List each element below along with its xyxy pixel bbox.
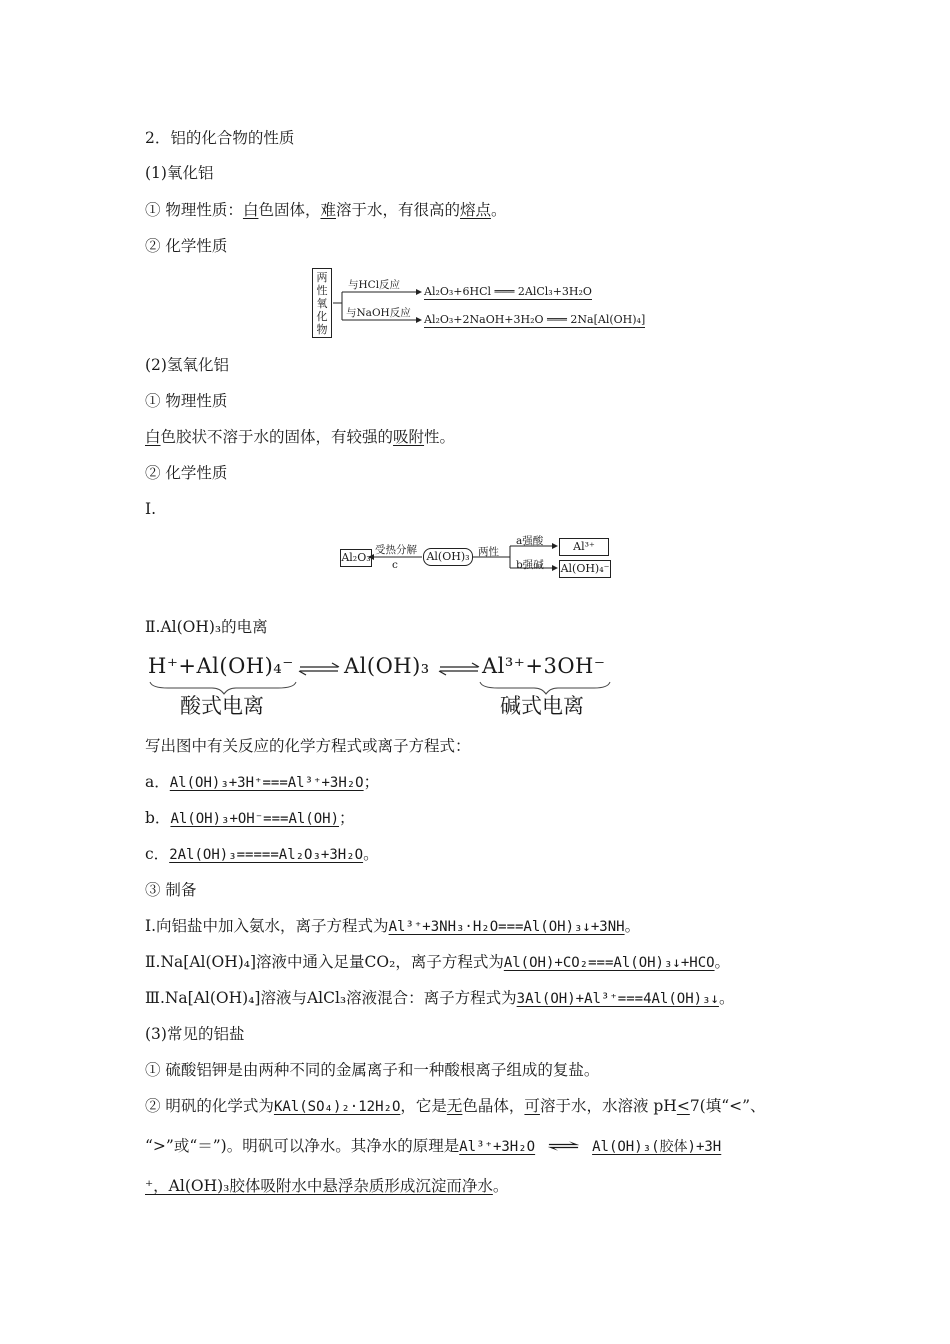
answer-blank: 3Al(OH)+Al³⁺===4Al(OH)₃↓ — [516, 991, 719, 1007]
strong-base-label: b强碱 — [516, 559, 544, 571]
salts-point-2-cont — [145, 1136, 721, 1157]
label: b． — [145, 809, 171, 827]
preparation-1 — [145, 916, 640, 937]
answer-blank: 吸附 — [393, 428, 425, 446]
text: 。 — [363, 845, 379, 863]
base-side-species: Al³⁺+3OH⁻ — [482, 654, 606, 678]
answer-blank: KAl(SO₄)₂·12H₂O — [273, 1099, 401, 1115]
hydroxide-relations-diagram — [338, 533, 618, 581]
answer-blank: 2Al(OH)₃=====Al₂O₃+3H₂O — [169, 847, 364, 863]
hydroxide-physical — [145, 427, 455, 447]
text: 色固体， — [258, 201, 321, 219]
preparation-heading: ③ 制备 — [145, 881, 197, 899]
text: 。 — [492, 1177, 509, 1195]
answer-blank: 白 — [145, 428, 161, 446]
text: 。 — [718, 989, 735, 1007]
label: c． — [145, 845, 170, 863]
acid-ionization-label: 酸式电离 — [180, 694, 264, 718]
answer-blank: 熔点 — [460, 201, 492, 219]
base-ionization-label: 碱式电离 — [500, 694, 584, 718]
amphoteric-label: 两性 — [478, 546, 499, 558]
preparation-2 — [145, 952, 730, 973]
equation-c — [145, 844, 379, 865]
preparation-3 — [145, 988, 734, 1009]
equations-prompt: 写出图中有关反应的化学方程式或离子方程式： — [145, 737, 471, 755]
answer-blank: 无 — [446, 1097, 463, 1115]
aloh3-box: Al(OH)₃ — [423, 548, 473, 566]
answer-blank: 可 — [524, 1097, 540, 1115]
answer-blank: 白 — [242, 201, 259, 219]
answer-blank: Al³⁺+3NH₃·H₂O===Al(OH)₃↓+3NH — [388, 919, 625, 935]
oxide-chemical-heading: ② 化学性质 — [145, 237, 228, 255]
salts-point-1: ① 硫酸铝钾是由两种不同的金属离子和一种酸根离子组成的复盐。 — [145, 1061, 600, 1079]
text: 。 — [714, 953, 731, 971]
amphoteric-oxide-diagram — [312, 268, 646, 342]
text: 色胶状不溶于水的固体，有较强的 — [160, 428, 394, 446]
salts-point-2-end — [145, 1176, 508, 1196]
text: 7(填“<”、 — [689, 1097, 766, 1115]
hydroxide-physical-heading: ① 物理性质 — [145, 392, 228, 410]
aloh3-species: Al(OH)₃ — [344, 654, 430, 678]
salts-point-2 — [145, 1096, 766, 1117]
answer-blank: Al(OH)₃+OH⁻===Al(OH) — [170, 811, 340, 827]
text: ； — [339, 809, 355, 827]
al3plus-box: Al³⁺ — [559, 538, 609, 556]
hydroxide-title: (2)氢氧化铝 — [145, 356, 229, 374]
equation-b — [145, 808, 355, 829]
ionization-equilibrium — [148, 652, 618, 716]
text: 。 — [624, 917, 641, 935]
answer-blank: 难 — [320, 201, 336, 219]
aloh4-box: Al(OH)₄⁻ — [559, 560, 611, 578]
roman-one: Ⅰ. — [145, 500, 157, 518]
section-heading: 2．铝的化合物的性质 — [145, 129, 295, 147]
text: Ⅲ.Na[Al(OH)₄]溶液与AlCl₃溶液混合：离子方程式为 — [145, 989, 517, 1007]
text: Ⅰ.向铝盐中加入氨水，离子方程式为 — [145, 917, 389, 935]
salts-title: (3)常见的铝盐 — [145, 1025, 245, 1043]
answer-blank: ⁺，Al(OH)₃胶体吸附水中悬浮杂质形成沉淀而净水 — [145, 1177, 493, 1195]
answer-blank: Al³⁺+3H₂O — [459, 1139, 536, 1155]
al2o3-box: Al₂O₃ — [340, 549, 372, 567]
text: 性。 — [424, 428, 456, 446]
text: ； — [363, 773, 380, 791]
hydroxide-chemical-heading: ② 化学性质 — [145, 464, 228, 482]
oxide-title: (1)氧化铝 — [145, 164, 214, 182]
text: 溶于水，有很高的 — [335, 201, 460, 219]
text: 溶于水，水溶液 pH — [539, 1097, 677, 1115]
path-c-label: c — [392, 559, 398, 571]
oxide-physical — [145, 200, 507, 220]
branch-hcl-label: 与HCl反应 — [348, 279, 401, 291]
amphoteric-oxide-label: 两性氧化物 — [312, 268, 332, 338]
answer-blank: < — [676, 1097, 690, 1115]
oxide-naoh-equation: Al₂O₃+2NaOH+3H₂O ═══ 2Na[Al(OH)₄] — [424, 313, 646, 326]
answer-blank: Al(OH)₃+3H⁺===Al³⁺+3H₂O — [169, 775, 364, 791]
equilibrium-arrow: ⇌ — [546, 1137, 581, 1155]
text: ② 明矾的化学式为 — [145, 1097, 274, 1115]
decomposition-label: 受热分解 — [375, 544, 417, 556]
acid-side-species: H⁺+Al(OH)₄⁻ — [148, 654, 294, 678]
label: a． — [145, 773, 170, 791]
text: 色晶体， — [462, 1097, 525, 1115]
branch-naoh-label: 与NaOH反应 — [346, 307, 411, 319]
text: “>”或“＝”)。明矾可以净水。其净水的原理是 — [145, 1137, 460, 1155]
text: ，它是 — [400, 1097, 447, 1115]
roman-two: Ⅱ.Al(OH)₃的电离 — [145, 618, 268, 636]
text: 。 — [491, 201, 507, 219]
oxide-hcl-equation: Al₂O₃+6HCl ═══ 2AlCl₃+3H₂O — [424, 285, 592, 298]
answer-blank: Al(OH)₃(胶体)+3H — [592, 1139, 722, 1155]
text: Ⅱ.Na[Al(OH)₄]溶液中通入足量CO₂，离子方程式为 — [145, 953, 504, 971]
equation-a — [145, 772, 379, 793]
text: ① 物理性质： — [145, 201, 243, 219]
strong-acid-label: a强酸 — [516, 535, 544, 547]
answer-blank: Al(OH)+CO₂===Al(OH)₃↓+HCO — [503, 955, 715, 971]
